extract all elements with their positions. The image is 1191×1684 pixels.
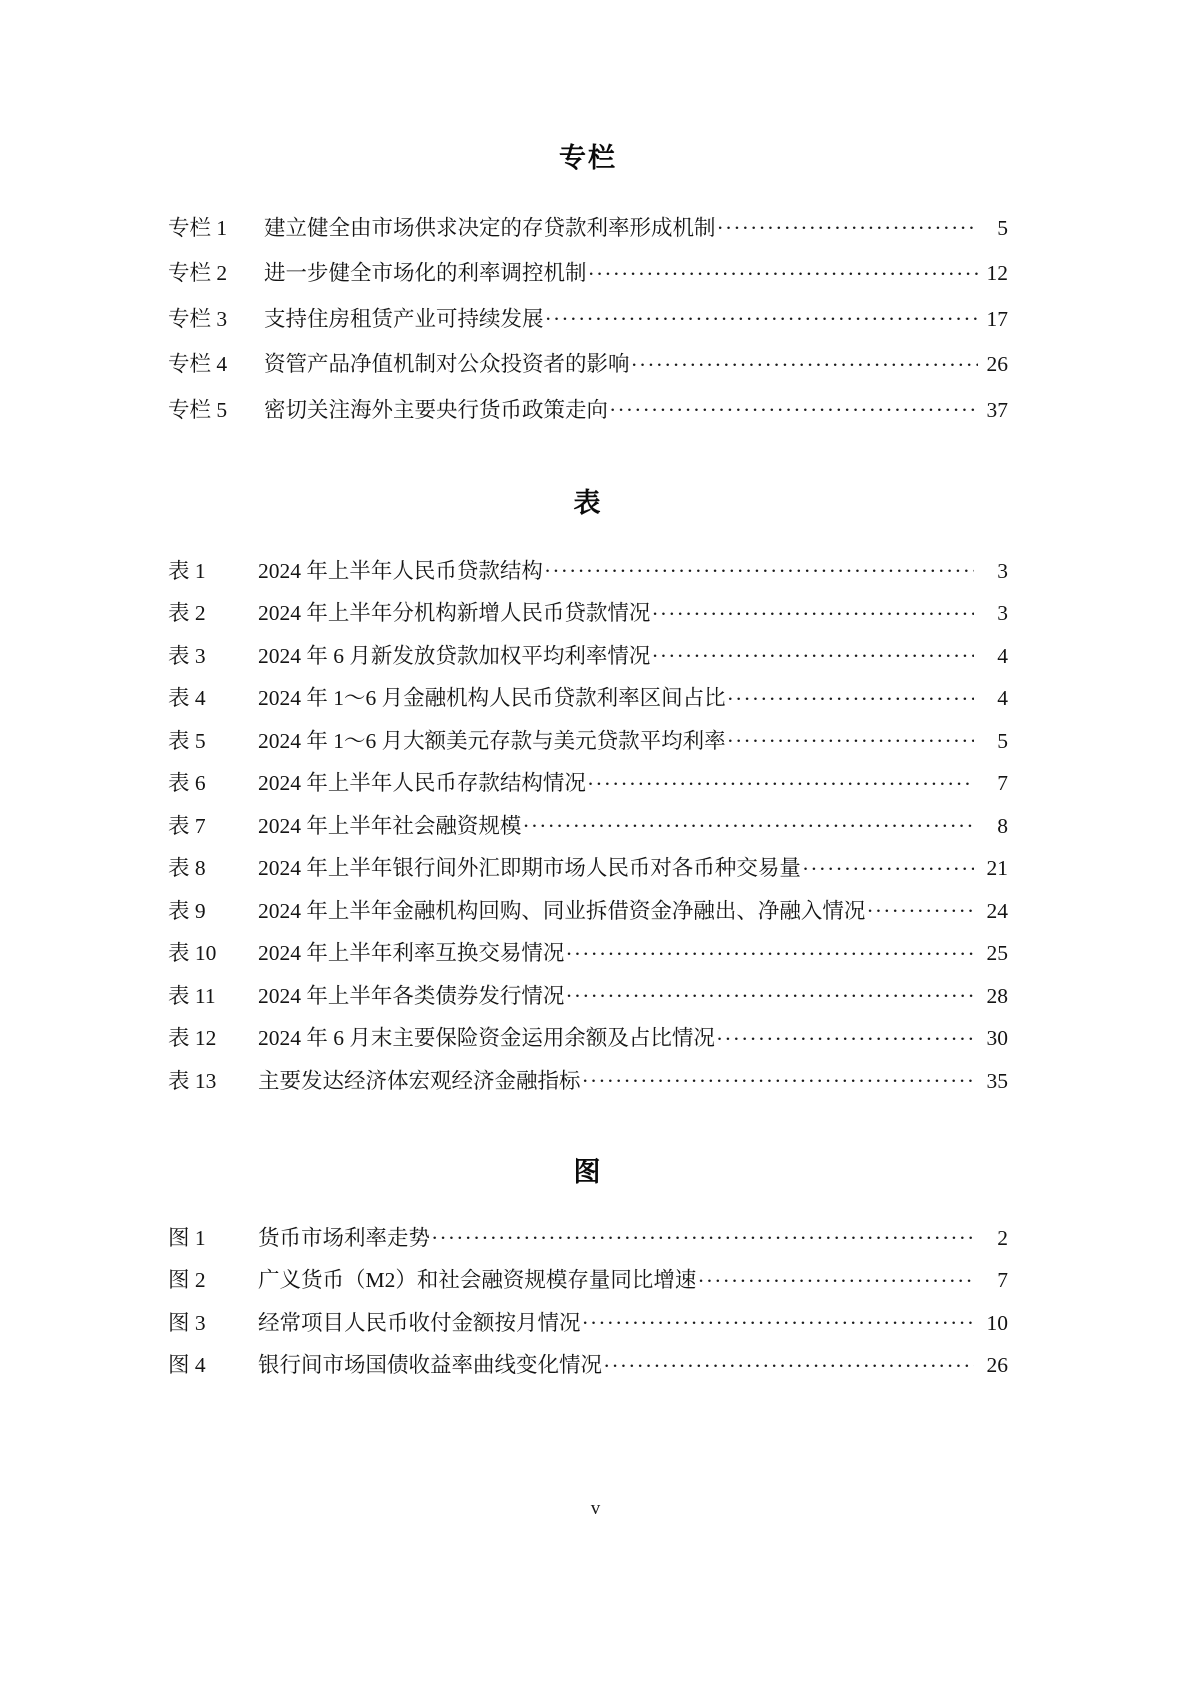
dot-leader [583, 1066, 974, 1088]
entry-label: 专栏 4 [168, 352, 228, 376]
toc-entry-table-9[interactable] [168, 896, 1008, 922]
entry-label: 表 4 [168, 686, 206, 710]
entry-page-number: 3 [997, 558, 1008, 583]
entry-label: 表 12 [168, 1026, 217, 1050]
page-folio: v [590, 1498, 601, 1519]
entry-label: 表 1 [168, 558, 206, 583]
toc-entry-table-8[interactable] [168, 854, 1008, 880]
dot-leader [588, 769, 974, 791]
entry-page-number: 26 [986, 1353, 1008, 1377]
entry-label: 表 5 [168, 728, 206, 753]
columns-entry-list [168, 213, 1008, 421]
entry-page-number: 5 [997, 215, 1008, 240]
entry-label: 表 7 [168, 813, 206, 838]
dot-leader [523, 811, 974, 833]
entry-title: 2024 年上半年人民币贷款结构 [258, 558, 543, 583]
dot-leader [867, 896, 974, 918]
toc-entry-column-1[interactable] [168, 213, 1008, 239]
entry-page-number: 12 [986, 261, 1008, 285]
section-heading-tables: 表 [573, 488, 603, 518]
entry-label: 图 4 [168, 1353, 206, 1377]
dot-leader [566, 939, 974, 961]
entry-label: 表 11 [168, 983, 216, 1008]
entry-title: 经常项目人民币收付金额按月情况 [258, 1310, 581, 1335]
dot-leader [610, 395, 978, 417]
toc-entry-column-4[interactable] [168, 350, 1008, 376]
entry-label: 专栏 1 [168, 215, 228, 240]
entry-page-number: 24 [986, 898, 1008, 923]
figures-entry-list [168, 1223, 1008, 1377]
entry-page-number: 28 [986, 983, 1008, 1008]
entry-title: 2024 年 1～6 月大额美元存款与美元贷款平均利率 [258, 728, 726, 753]
toc-entry-figure-2[interactable] [168, 1266, 1008, 1292]
entry-page-number: 7 [997, 771, 1008, 795]
toc-entry-column-5[interactable] [168, 395, 1008, 421]
toc-entry-table-12[interactable] [168, 1024, 1008, 1050]
entry-title: 主要发达经济体宏观经济金融指标 [258, 1068, 581, 1093]
dot-leader [717, 1024, 974, 1046]
entry-page-number: 17 [986, 306, 1008, 331]
dot-leader [632, 350, 978, 372]
toc-entry-figure-1[interactable] [168, 1223, 1008, 1249]
entry-page-number: 21 [986, 856, 1008, 880]
entry-title: 2024 年 6 月末主要保险资金运用余额及占比情况 [258, 1026, 715, 1050]
toc-entry-table-7[interactable] [168, 811, 1008, 837]
entry-page-number: 8 [997, 813, 1008, 838]
entry-title: 进一步健全市场化的利率调控机制 [264, 261, 587, 285]
entry-title: 建立健全由市场供求决定的存贷款利率形成机制 [264, 215, 716, 240]
toc-entry-table-13[interactable] [168, 1066, 1008, 1092]
entry-title: 2024 年 6 月新发放贷款加权平均利率情况 [258, 643, 651, 668]
toc-entry-column-2[interactable] [168, 259, 1008, 285]
toc-entry-table-6[interactable] [168, 769, 1008, 795]
entry-title: 密切关注海外主要央行货币政策走向 [264, 397, 609, 422]
entry-label: 表 6 [168, 771, 206, 795]
section-tables [168, 481, 1008, 1092]
entry-title: 2024 年上半年各类债券发行情况 [258, 983, 565, 1008]
entry-label: 专栏 5 [168, 397, 228, 422]
dot-leader [652, 599, 974, 621]
toc-entry-table-10[interactable] [168, 939, 1008, 965]
entry-page-number: 2 [997, 1225, 1008, 1250]
entry-page-number: 4 [997, 686, 1008, 710]
entry-title: 资管产品净值机制对公众投资者的影响 [264, 352, 630, 376]
entry-page-number: 25 [986, 941, 1008, 965]
entry-page-number: 3 [997, 601, 1008, 625]
entry-label: 表 10 [168, 941, 217, 965]
entry-label: 表 9 [168, 898, 206, 923]
entry-title: 银行间市场国债收益率曲线变化情况 [258, 1353, 603, 1377]
toc-entry-table-1[interactable] [168, 556, 1008, 582]
entry-label: 图 3 [168, 1310, 206, 1335]
entry-label: 表 13 [168, 1068, 217, 1093]
toc-entry-table-11[interactable] [168, 981, 1008, 1007]
entry-title: 支持住房租赁产业可持续发展 [264, 306, 544, 331]
tables-entry-list [168, 556, 1008, 1092]
section-heading-figures: 图 [573, 1157, 603, 1187]
toc-entry-table-3[interactable] [168, 641, 1008, 667]
entry-label: 专栏 3 [168, 306, 228, 331]
dot-leader [803, 854, 974, 876]
entry-page-number: 4 [997, 643, 1008, 668]
dot-leader [583, 1308, 974, 1330]
entry-label: 图 2 [168, 1268, 206, 1292]
toc-entry-table-2[interactable] [168, 599, 1008, 625]
entry-title: 2024 年上半年人民币存款结构情况 [258, 771, 586, 795]
dot-leader [718, 213, 978, 235]
toc-content [168, 0, 1008, 1393]
entry-page-number: 10 [986, 1310, 1008, 1335]
dot-leader [566, 981, 974, 1003]
dot-leader [698, 1266, 974, 1288]
section-figures [168, 1150, 1008, 1377]
entry-label: 图 1 [168, 1225, 206, 1250]
entry-label: 表 8 [168, 856, 206, 880]
entry-title: 2024 年上半年社会融资规模 [258, 813, 522, 838]
dot-leader [589, 259, 978, 281]
entry-page-number: 30 [986, 1026, 1008, 1050]
dot-leader [432, 1223, 974, 1245]
entry-title: 广义货币（M2）和社会融资规模存量同比增速 [258, 1268, 697, 1292]
entry-title: 货币市场利率走势 [258, 1225, 431, 1250]
entry-title: 2024 年上半年分机构新增人民币贷款情况 [258, 601, 651, 625]
dot-leader [546, 304, 978, 326]
entry-label: 表 3 [168, 643, 206, 668]
toc-entry-column-3[interactable] [168, 304, 1008, 330]
dot-leader [604, 1351, 974, 1373]
entry-label: 表 2 [168, 601, 206, 625]
dot-leader [545, 556, 974, 578]
toc-entry-figure-3[interactable] [168, 1308, 1008, 1334]
dot-leader [728, 726, 974, 748]
entry-label: 专栏 2 [168, 261, 228, 285]
entry-page-number: 26 [986, 352, 1008, 376]
section-heading-columns: 专栏 [559, 143, 617, 173]
entry-title: 2024 年上半年利率互换交易情况 [258, 941, 565, 965]
toc-entry-table-4[interactable] [168, 684, 1008, 710]
entry-page-number: 35 [986, 1068, 1008, 1093]
section-columns [168, 136, 1008, 421]
entry-page-number: 37 [986, 397, 1008, 422]
entry-title: 2024 年上半年银行间外汇即期市场人民币对各币种交易量 [258, 856, 801, 880]
dot-leader [652, 641, 974, 663]
entry-page-number: 5 [997, 728, 1008, 753]
dot-leader [728, 684, 974, 706]
entry-title: 2024 年 1～6 月金融机构人民币贷款利率区间占比 [258, 686, 726, 710]
toc-entry-figure-4[interactable] [168, 1351, 1008, 1377]
entry-title: 2024 年上半年金融机构回购、同业拆借资金净融出、净融入情况 [258, 898, 866, 923]
entry-page-number: 7 [997, 1268, 1008, 1292]
toc-entry-table-5[interactable] [168, 726, 1008, 752]
